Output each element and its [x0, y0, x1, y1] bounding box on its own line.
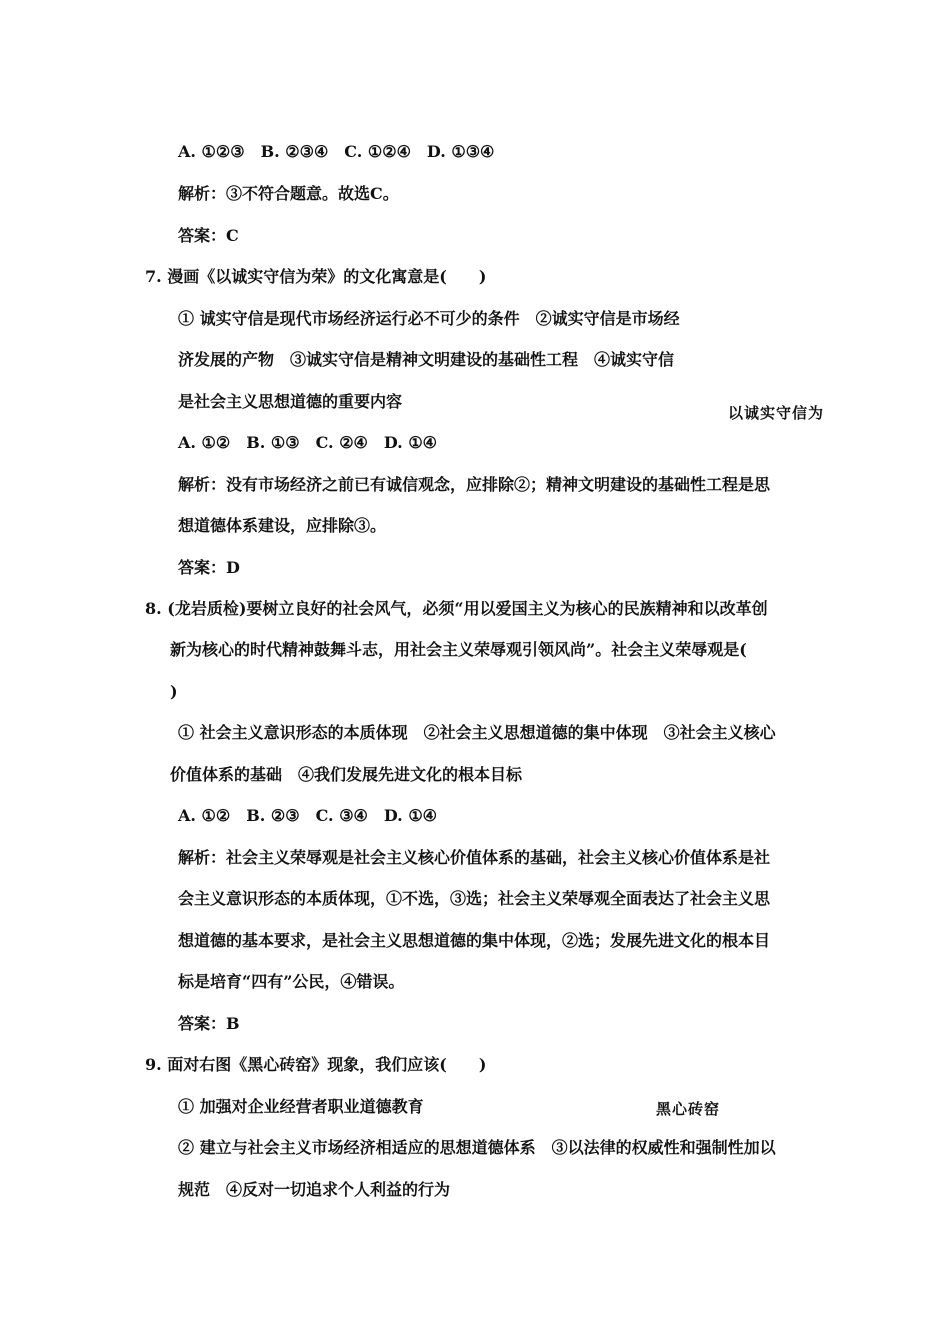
q8-stem-line-3: ): [170, 682, 178, 701]
q9-item-2: ② 建立与社会主义市场经济相适应的思想道德体系 ③以法律的权威性和强制性加以: [178, 1138, 776, 1157]
q9-stem: 9. 面对右图《黑心砖窑》现象，我们应该( ): [145, 1055, 487, 1074]
q8-options: A. ①② B. ②③ C. ③④ D. ①④: [178, 806, 438, 825]
q8-analysis-line-2: 会主义意识形态的本质体现，①不选，③选；社会主义荣辱观全面表达了社会主义思: [178, 889, 771, 908]
q7-items-line-2: 济发展的产物 ③诚实守信是精神文明建设的基础性工程 ④诚实守信: [178, 350, 675, 369]
q7-answer: 答案：D: [178, 558, 240, 577]
q8-analysis-line-1: 解析：社会主义荣辱观是社会主义核心价值体系的基础，社会主义核心价值体系是社: [178, 848, 771, 867]
q6-answer: 答案：C: [178, 226, 239, 245]
q7-items-line-3: 是社会主义思想道德的重要内容: [178, 392, 403, 411]
q8-items-line-2: 价值体系的基础 ④我们发展先进文化的根本目标: [170, 765, 523, 784]
q9-item-3: 规范 ④反对一切追求个人利益的行为: [178, 1180, 451, 1199]
q7-options: A. ①② B. ①③ C. ②④ D. ①④: [178, 433, 438, 452]
q6-analysis: 解析：③不符合题意。故选C。: [178, 184, 399, 203]
q7-items-line-1: ① 诚实守信是现代市场经济运行必不可少的条件 ②诚实守信是市场经: [178, 309, 680, 328]
q8-analysis-line-4: 标是培育“四有”公民，④错误。: [178, 972, 405, 991]
q7-analysis-line-1: 解析：没有市场经济之前已有诚信观念，应排除②；精神文明建设的基础性工程是思: [178, 475, 771, 494]
q7-analysis-line-2: 想道德体系建设，应排除③。: [178, 516, 387, 535]
q8-stem-line-1: 8. (龙岩质检)要树立良好的社会风气，必须“用以爱国主义为核心的民族精神和以改革创: [145, 599, 768, 618]
q8-analysis-line-3: 想道德的基本要求，是社会主义思想道德的集中体现，②选；发展先进文化的根本目: [178, 931, 771, 950]
q8-stem-line-2: 新为核心的时代精神鼓舞斗志，用社会主义荣辱观引领风尚”。社会主义荣辱观是(: [170, 640, 747, 659]
q6-options: A. ①②③ B. ②③④ C. ①②④ D. ①③④: [178, 142, 495, 161]
q7-stem: 7. 漫画《以诚实守信为荣》的文化寓意是( ): [145, 267, 487, 286]
q7-figure-caption: 以诚实守信为: [728, 404, 825, 422]
q8-items-line-1: ① 社会主义意识形态的本质体现 ②社会主义思想道德的集中体现 ③社会主义核心: [178, 723, 776, 742]
q9-figure-caption: 黑心砖窑: [656, 1100, 721, 1118]
q8-answer: 答案：B: [178, 1014, 240, 1033]
q9-item-1: ① 加强对企业经营者职业道德教育: [178, 1097, 424, 1116]
